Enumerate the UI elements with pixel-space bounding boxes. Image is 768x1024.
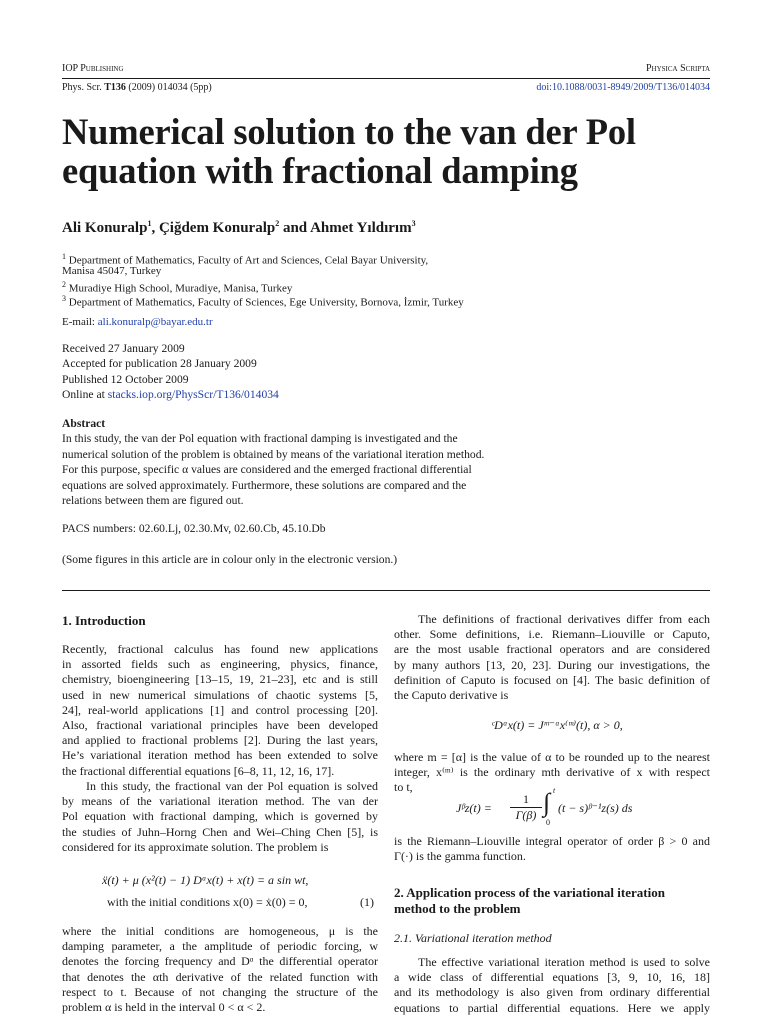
intro-paragraph-2: [62, 779, 378, 855]
abstract-heading: Abstract: [62, 417, 106, 430]
text-line: and applied to fractional problems [2]. During the last years,: [62, 733, 378, 748]
text-line: The definitions of fractional derivatives differ from each: [418, 612, 710, 626]
text-line: by means of the variational iteration method. The van der: [62, 794, 378, 809]
author-1-affil: 1: [147, 219, 152, 228]
fraction-denominator: Γ(β): [510, 807, 542, 823]
text-line: Γ(·) is the gamma function.: [394, 849, 526, 864]
equation-2: ᶜDᵅx(t) = Jᵐ⁻ᵅx⁽ᵐ⁾(t), α > 0,: [491, 718, 623, 732]
citation-volume: T136: [104, 82, 126, 93]
subsection-2-1-heading: 2.1. Variational iteration method: [394, 931, 552, 945]
text-line: where the initial conditions are homogeneous, μ is the: [62, 924, 378, 938]
text-line: chemistry, bioengineering [13–15, 19, 21–23], etc and is still: [62, 672, 378, 687]
author-sep-1: ,: [151, 220, 159, 236]
text-line: the Caputo derivative is: [394, 688, 509, 703]
intro-paragraph-1: [62, 642, 378, 779]
published-date: Published 12 October 2009: [62, 372, 189, 386]
intro-paragraph-3: [62, 924, 378, 1015]
received-date: Received 27 January 2009: [62, 342, 185, 355]
text-line: considered for its approximate solution. The problem is: [62, 839, 329, 854]
affiliation-3: [62, 292, 464, 310]
colour-note: (Some figures in this article are in colour only in the electronic version.): [62, 553, 398, 566]
text-line: by many authors [13, 20, 23]. During our investigations, the: [394, 657, 710, 672]
citation: [62, 82, 212, 93]
fraction-numerator: 1: [523, 792, 529, 806]
abstract-line: For this purpose, specific α values are considered and the emerged fractional differential: [62, 463, 472, 477]
email-link[interactable]: ali.konuralp@bayar.edu.tr: [97, 316, 213, 328]
right-paragraph-2: [394, 750, 710, 796]
title-line-2: equation with fractional damping: [62, 150, 578, 191]
affiliation-1-text: Department of Mathematics, Faculty of Art and Sciences, Celal Bayar University,: [66, 254, 429, 267]
title-line-1: Numerical solution to the van der Pol: [62, 111, 636, 152]
email-line: [62, 315, 213, 329]
section-2-heading: [394, 885, 710, 917]
text-line: equations to partial differential equations. Here we apply: [394, 1000, 710, 1015]
affiliation-3-text: Department of Mathematics, Faculty of Sciences, Ege University, Bornova, İzmir, Turkey: [66, 296, 464, 309]
text-line: integer, x⁽ᵐ⁾ is the ordinary mth derivative of x with respect: [394, 765, 710, 780]
abstract-line: numerical solution of the problem is obtained by means of the variational iteration method.: [62, 447, 485, 461]
text-line: is the Riemann–Liouville integral operator of order β > 0 and: [394, 834, 710, 848]
dates-block: [62, 341, 279, 403]
abstract-line: In this study, the van der Pol equation with fractional damping is investigated and the: [62, 432, 458, 446]
doi-link[interactable]: doi:10.1088/0031-8949/2009/T136/014034: [536, 82, 710, 93]
abstract-block: [62, 416, 542, 508]
integral-lower-limit: 0: [546, 818, 550, 827]
affiliation-2-text: Muradiye High School, Muradiye, Manisa, Turkey: [66, 282, 293, 295]
pacs-numbers: PACS numbers: 02.60.Lj, 02.30.Mv, 02.60.Cb, 45.10.Db: [62, 522, 326, 535]
citation-prefix: Phys. Scr.: [62, 82, 105, 93]
online-link[interactable]: stacks.iop.org/PhysScr/T136/014034: [107, 388, 279, 402]
author-1: Ali Konuralp: [62, 220, 148, 236]
text-line: In this study, the fractional van der Pol equation is solved: [86, 779, 378, 793]
email-label: E-mail:: [62, 316, 98, 328]
author-2-affil: 2: [275, 219, 280, 228]
right-paragraph-4: [394, 955, 710, 1016]
paper-title: [62, 112, 722, 190]
text-line: The effective variational iteration method is used to solve: [418, 955, 710, 969]
publisher-label: IOP Publishing: [62, 63, 124, 74]
text-line: denotes the forcing frequency and Dᵅ the differential operator: [62, 954, 378, 969]
integral-upper-limit: t: [553, 786, 556, 795]
affiliation-2-number: 2: [62, 280, 66, 289]
text-line: are the most usable fractional operators and are considered: [394, 642, 710, 657]
abstract-line: equations are solved approximately. Furthermore, these solutions are compared and the: [62, 478, 467, 492]
text-line: damping parameter, a the amplitude of periodic forcing, w: [62, 939, 378, 954]
affiliation-3-number: 3: [62, 294, 66, 303]
text-line: a wide class of differential equations [3, 9, 10, 16, 18]: [394, 970, 710, 985]
header-rule: [62, 78, 710, 79]
text-line: problem α is held in the interval 0 < α < 2.: [62, 1000, 266, 1015]
accepted-date: Accepted for publication 28 January 2009: [62, 357, 257, 371]
equation-3-lhs: Jᵝz(t) =: [456, 801, 492, 815]
equation-3-rhs: (t − s)ᵝ⁻¹z(s) ds: [558, 801, 633, 815]
right-paragraph-3: [394, 834, 710, 864]
text-line: the studies of Juhn–Horng Chen and Wei–Ching Chen [5], is: [62, 824, 378, 839]
author-3: Ahmet Yıldırım: [310, 220, 412, 236]
citation-suffix: (2009) 014034 (5pp): [125, 82, 212, 93]
section-1-heading: 1. Introduction: [62, 613, 146, 628]
author-3-affil: 3: [411, 219, 416, 228]
author-list: [62, 219, 416, 237]
text-line: respect to t. Because of not changing the structure of the: [62, 984, 378, 999]
journal-label: Physica Scripta: [645, 63, 710, 74]
text-line: the fractional differential equations [6–8, 11, 12, 16, 17].: [62, 763, 335, 778]
abstract-line: relations between them are figured out.: [62, 494, 244, 508]
author-2: Çiğdem Konuralp: [158, 220, 276, 236]
section-2-heading-line-2: method to the problem: [394, 901, 521, 916]
right-paragraph-1: [394, 612, 710, 703]
text-line: used in new numerical simulations of chaotic systems [5,: [62, 687, 378, 702]
equation-1-line-1: ẍ(t) + μ (x²(t) − 1) Dᵅx(t) + x(t) = a sin wt,: [102, 873, 309, 887]
section-2-heading-line-1: 2. Application process of the variational iteration: [394, 885, 665, 900]
text-line: that denotes the αth derivative of the related function with: [62, 969, 378, 984]
text-line: Also, fractional variational principles have been developed: [62, 718, 378, 733]
text-line: Pol equation with fractional damping, which is governed by: [62, 809, 378, 824]
text-line: 24], real-world applications [1] and control processing [20].: [62, 702, 378, 717]
section-rule: [62, 590, 710, 591]
integral-sign: ∫: [543, 788, 551, 817]
affiliation-1-number: 1: [62, 252, 66, 261]
affiliation-1-cont: Manisa 45047, Turkey: [62, 265, 162, 277]
equation-1-line-2: with the initial conditions x(0) = ẋ(0) = 0,: [107, 895, 308, 909]
text-line: to t,: [394, 780, 413, 795]
online-line: [62, 387, 279, 402]
text-line: He’s variational iteration method has been extended to solve: [62, 748, 378, 763]
text-line: and its methodology is also given from ordinary differential: [394, 985, 710, 1000]
equation-1-number: (1): [360, 895, 374, 909]
equation-3-fraction: [510, 792, 542, 823]
author-sep-2: and: [279, 220, 311, 236]
text-line: Recently, fractional calculus has found new applications: [62, 642, 378, 656]
text-line: definition of Caputo is focused on [4]. The basic definition of: [394, 672, 710, 687]
text-line: in assorted fields such as engineering, physics, finance,: [62, 657, 378, 672]
text-line: where m = [α] is the value of α to be rounded up to the nearest: [394, 750, 710, 764]
online-label: Online at: [62, 388, 108, 402]
text-line: other. Some definitions, i.e. Riemann–Liouville or Caputo,: [394, 627, 710, 642]
